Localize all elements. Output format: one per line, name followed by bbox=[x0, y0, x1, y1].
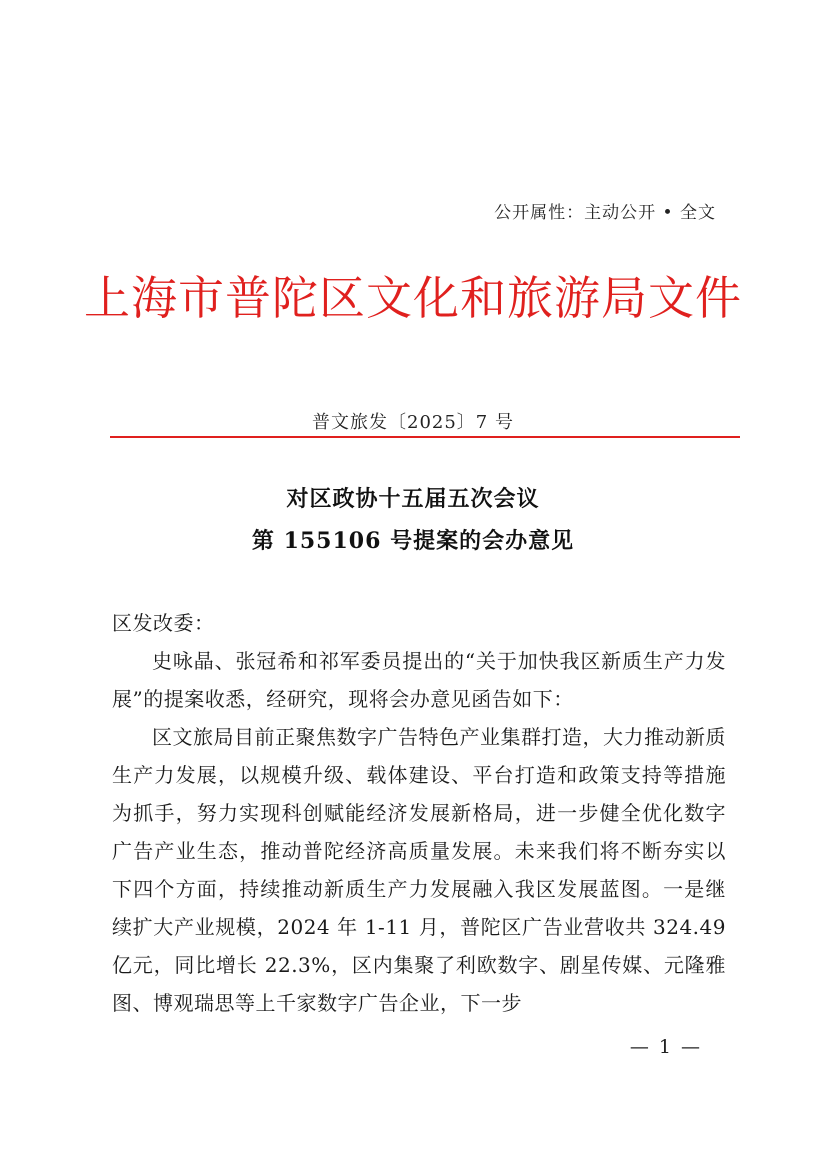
document-title-line2: 第 155106 号提案的会办意见 bbox=[251, 528, 575, 554]
disclosure-attribute: 公开属性：主动公开 • 全文 bbox=[494, 203, 716, 223]
document-body bbox=[112, 604, 726, 1022]
document-number: 普文旅发〔2025〕7 号 bbox=[312, 412, 514, 433]
body-paragraph-2: 区文旅局目前正聚焦数字广告特色产业集群打造，大力推动新质生产力发展，以规模升级、载体建设、平台打造和政策支持等措施为抓手，努力实现科创赋能经济发展新格局，进一步健全优化数字广告产业生态，推动普陀经济高质量发展。未来我们将不断夯实以下四个方面，持续推动新质生产力发展融入我区发展蓝图。一是继续扩大产业规模，2024 年 1-11 月，普陀区广告业营收共 324.49 亿元，同比增长 22.3%，区内集聚了利欧数字、剧星传媒、元隆雅图、博观瑞思等上千家数字广告企业，下一步 bbox=[112, 725, 726, 1015]
red-divider-line bbox=[110, 436, 740, 438]
masthead-title: 上海市普陀区文化和旅游局文件 bbox=[84, 271, 742, 325]
page-number: — 1 — bbox=[629, 1036, 702, 1058]
body-paragraph-1: 史咏晶、张冠希和祁军委员提出的“关于加快我区新质生产力发展”的提案收悉，经研究，现将会办意见函告如下： bbox=[112, 649, 726, 711]
document-title-line1: 对区政协十五届五次会议 bbox=[286, 486, 540, 512]
salutation: 区发改委： bbox=[112, 611, 215, 635]
